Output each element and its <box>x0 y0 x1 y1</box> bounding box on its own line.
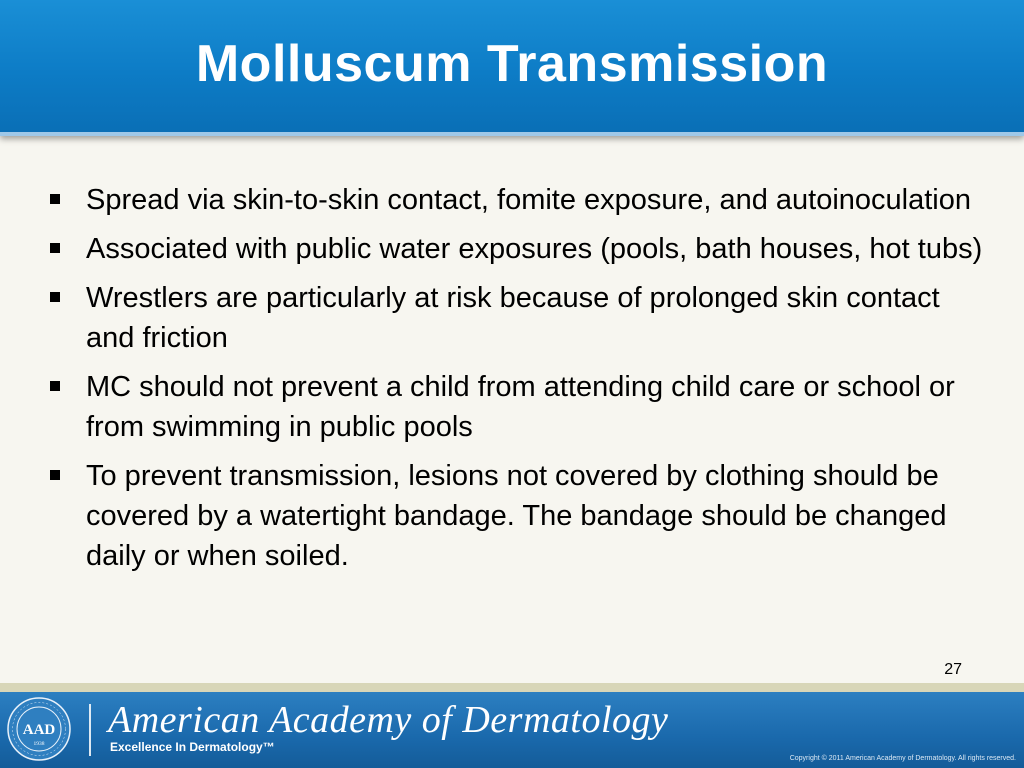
square-bullet-icon <box>50 194 60 204</box>
seal-year: 1938 <box>33 741 45 747</box>
bullet-item <box>44 180 984 220</box>
bullet-item <box>44 456 984 576</box>
square-bullet-icon <box>50 243 60 253</box>
aad-seal-icon <box>6 696 72 762</box>
footer-rule <box>0 683 1024 692</box>
bullet-text: To prevent transmission, lesions not covered by clothing should be covered by a watertight bandage. The bandage should be changed daily or when soiled. <box>86 460 947 572</box>
footer-bar <box>0 692 1024 768</box>
title-bar <box>0 0 1024 136</box>
square-bullet-icon <box>50 292 60 302</box>
bullet-item <box>44 229 984 269</box>
bullet-item <box>44 367 984 447</box>
seal-letters: AAD <box>22 722 56 738</box>
square-bullet-icon <box>50 470 60 480</box>
organization-tagline: Excellence In Dermatology™ <box>110 740 275 754</box>
page-number: 27 <box>944 661 962 678</box>
copyright-notice: Copyright © 2011 American Academy of Dermatology. All rights reserved. <box>789 755 1016 762</box>
bullet-text: Spread via skin-to-skin contact, fomite exposure, and autoinoculation <box>86 184 971 216</box>
square-bullet-icon <box>50 381 60 391</box>
bullet-text: Wrestlers are particularly at risk because of prolonged skin contact and friction <box>86 282 940 354</box>
bullet-item <box>44 278 984 358</box>
bullet-text: MC should not prevent a child from attending child care or school or from swimming in public pools <box>86 371 955 443</box>
slide-title: Molluscum Transmission <box>195 35 829 93</box>
bullet-text: Associated with public water exposures (pools, bath houses, hot tubs) <box>86 233 983 265</box>
organization-name: American Academy of Dermatology <box>108 699 669 741</box>
bullet-list <box>44 180 984 585</box>
footer-divider <box>89 704 91 756</box>
